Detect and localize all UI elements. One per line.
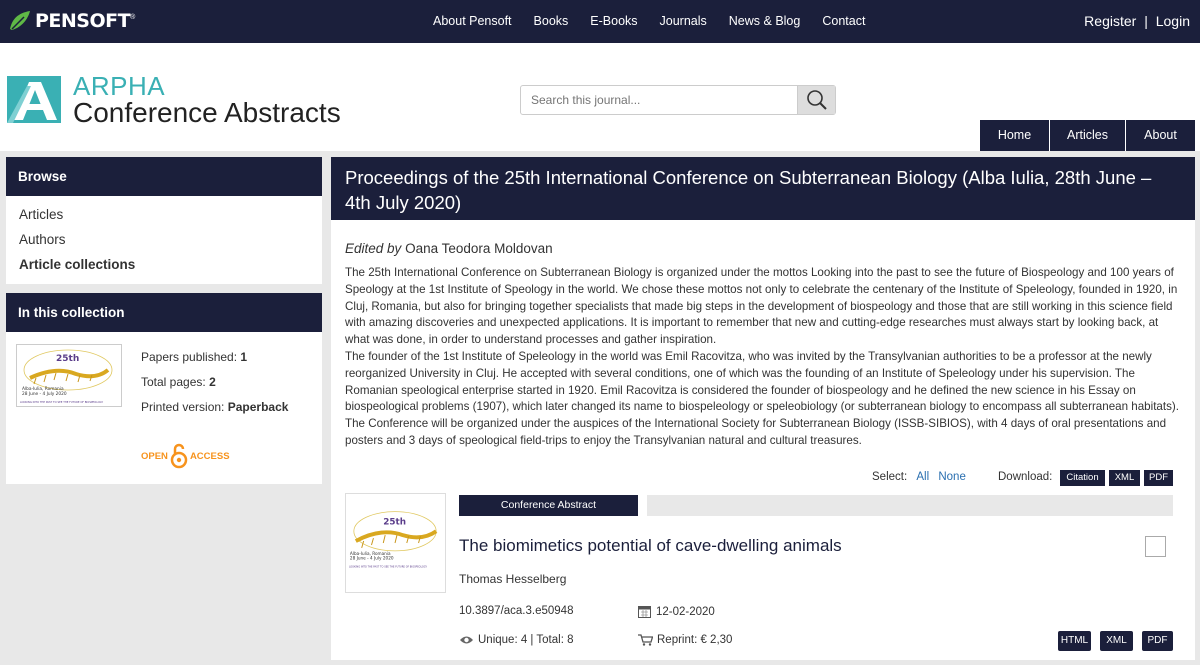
top-bar (0, 0, 1200, 43)
papers-published-stat (141, 350, 247, 364)
article-date (638, 605, 715, 618)
register-link[interactable]: Register (1084, 13, 1137, 29)
browse-article-collections-link[interactable]: Article collections (19, 257, 136, 272)
printed-version-label: Printed version: (141, 400, 225, 414)
article-html-button[interactable]: HTML (1058, 631, 1091, 651)
select-all-link[interactable]: All (916, 471, 930, 483)
download-xml-button[interactable]: XML (1109, 470, 1140, 486)
select-controls (872, 471, 966, 483)
article-pdf-button[interactable]: PDF (1142, 631, 1173, 651)
cover-number: 25th (56, 354, 80, 364)
open-access-right: ACCESS (189, 450, 230, 462)
nav-contact[interactable]: Contact (822, 14, 866, 28)
open-access-lock-icon (170, 443, 188, 469)
registered-icon: ® (130, 13, 136, 21)
papers-published-value: 1 (240, 350, 248, 364)
article-date-value: 12-02-2020 (656, 605, 715, 618)
article-author[interactable]: Thomas Hesselberg (459, 572, 567, 586)
cover-motto: LOOKING INTO THE PAST TO SEE THE FUTURE OF BIOSPEOLOGY (20, 401, 104, 404)
printed-version-stat (141, 400, 288, 414)
search-icon (798, 86, 836, 114)
total-pages-label: Total pages: (141, 375, 206, 389)
nav-e-books[interactable]: E-Books (590, 14, 638, 28)
article-title-link[interactable]: The biomimetics potential of cave-dwelling animals (459, 536, 842, 555)
pensoft-logo[interactable] (8, 9, 135, 33)
article-type-bar (647, 495, 1173, 516)
printed-version-value[interactable]: Paperback (227, 400, 289, 414)
search-input[interactable] (521, 86, 799, 114)
login-link[interactable]: Login (1155, 13, 1190, 29)
conference-cover-thumbnail (16, 344, 122, 407)
journal-nav (979, 120, 1195, 151)
pensoft-wordmark: PENSOFT (35, 10, 131, 32)
cart-icon (638, 634, 653, 646)
select-label: Select: (872, 471, 908, 483)
thumb-number: 25th (383, 517, 406, 528)
article-thumbnail[interactable] (345, 493, 446, 593)
article-type-badge: Conference Abstract (459, 495, 638, 516)
article-doi[interactable]: 10.3897/aca.3.e50948 (459, 605, 574, 617)
thumb-place: Alba-Iulia, Romania (349, 550, 391, 556)
edited-by-label: Edited by (345, 241, 402, 256)
browse-panel (6, 157, 322, 284)
collection-main (331, 157, 1195, 660)
browse-articles-link[interactable]: Articles (19, 207, 64, 222)
top-nav (433, 14, 887, 28)
article-reprint[interactable] (638, 634, 732, 646)
open-access-badge (141, 443, 230, 469)
browse-authors-link[interactable]: Authors (19, 232, 66, 247)
eye-icon (459, 635, 474, 645)
collection-description (345, 265, 1181, 450)
browse-heading: Browse (6, 157, 322, 196)
article-reprint-value: Reprint: € 2,30 (657, 634, 733, 646)
description-paragraph-1: The 25th International Conference on Subterranean Biology is organized under the mottos Looking into the past to see the future of Biospeology and 100 years of Speology at the 1st Institute of Speology in the world. We chose these mottos not only to celebrate the centenary of the Institute of Speleology, founded in 1920, in Cluj, Romania, but also for bringing together specialists that made big steps in the development of biospeology and those that are still working in this science field with amazing discoveries and unexpected applications. It is important to remember that new and cutting-edge researches must always start by looking back, at what was done, in order to understand processes and gather inspiration. (345, 266, 1178, 347)
cover-place: Alba-Iulia, Romania (22, 387, 64, 392)
total-pages-value: 2 (209, 375, 216, 389)
total-pages-stat (141, 375, 216, 389)
article-select-checkbox[interactable] (1145, 536, 1166, 557)
cover-dates: 28 June - 4 July 2020 (22, 392, 67, 397)
journal-nav-about[interactable]: About (1125, 120, 1195, 151)
pensoft-leaf-icon (8, 9, 32, 33)
open-access-left: OPEN (141, 450, 168, 462)
papers-published-label: Papers published: (141, 350, 238, 364)
article-views (459, 634, 573, 646)
collection-panel (6, 293, 322, 484)
description-paragraph-2: The founder of the 1st Institute of Speleology in the world was Emil Racovitza, who was invited by the Transylvanian authorities to be a professor at the newly reorganized University in Cluj. He accepted with several conditions, one of which was the founding of an Institute of Speleology under his supervision. The Romanian speological enterprise started in 1920. Emil Racovitza is considered the founder of biospeology and he defined the new science in his Essay on biospeological problems (1907), which later changed its name to biospeleology or speleobiology (or subterranean biology to encompass all subterranean habitats). The Conference will be organized under the auspices of the International Society for Subterranean Biology (ISSB-SIBIOS), with 4 days of oral presentations and posters and 3 days of speological field-trips to enjoy the Transylvanian natural and cultural treasures. (345, 349, 1179, 447)
search-button[interactable] (797, 86, 835, 114)
nav-news-blog[interactable]: News & Blog (728, 14, 801, 28)
download-pdf-button[interactable]: PDF (1144, 470, 1173, 486)
calendar-icon (638, 605, 651, 618)
collection-heading: In this collection (6, 293, 322, 332)
journal-nav-home[interactable]: Home (979, 120, 1049, 151)
journal-title-top[interactable]: ARPHA (73, 71, 166, 101)
nav-about-pensoft[interactable]: About Pensoft (433, 14, 512, 28)
download-label: Download: (998, 471, 1053, 483)
auth-links (1084, 13, 1190, 29)
article-views-value: Unique: 4 | Total: 8 (478, 634, 574, 646)
select-none-link[interactable]: None (938, 471, 966, 483)
collection-title: Proceedings of the 25th International Conference on Subterranean Biology (Alba Iulia, 28th June – 4th July 2020) (331, 157, 1195, 220)
nav-books[interactable]: Books (533, 14, 569, 28)
journal-nav-articles[interactable]: Articles (1049, 120, 1125, 151)
journal-header (0, 43, 1200, 151)
article-xml-button[interactable]: XML (1100, 631, 1133, 651)
editor-name[interactable]: Oana Teodora Moldovan (405, 241, 553, 256)
thumb-motto: LOOKING INTO THE PAST TO SEE THE FUTURE OF BIOSPEOLOGY (348, 565, 428, 569)
journal-title-bottom[interactable]: Conference Abstracts (73, 97, 341, 128)
nav-journals[interactable]: Journals (659, 14, 707, 28)
edited-by (345, 241, 553, 256)
thumb-dates: 28 June - 4 July 2020 (349, 555, 394, 561)
arpha-logo-icon[interactable] (7, 76, 61, 123)
download-citation-button[interactable]: Citation (1060, 470, 1105, 486)
auth-separator: | (1144, 13, 1148, 29)
journal-search (520, 85, 836, 115)
